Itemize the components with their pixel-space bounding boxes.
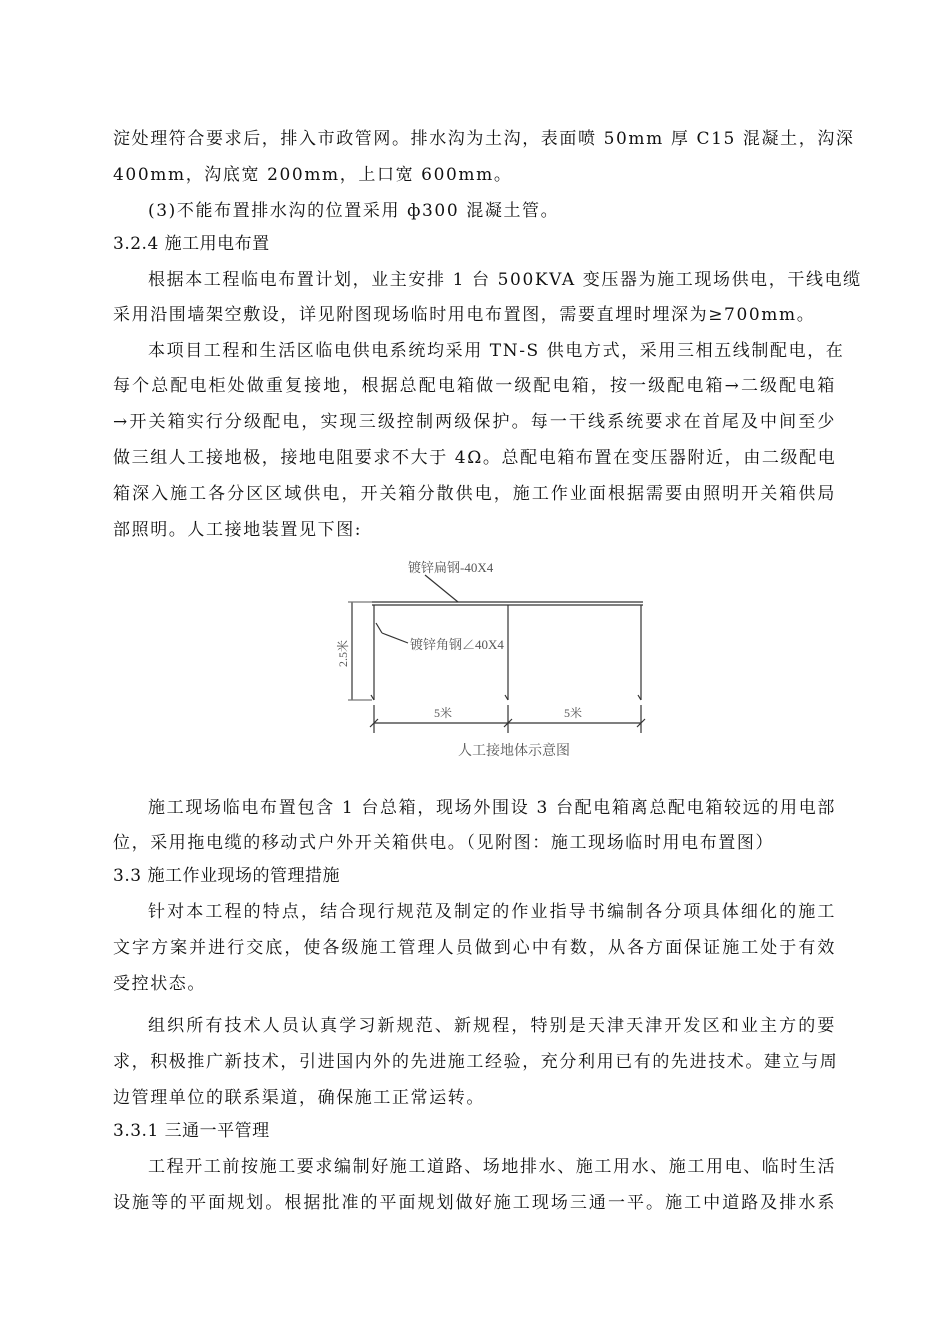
angle-steel-label: 镀锌角钢∠40X4	[410, 637, 504, 652]
text-line: 工程开工前按施工要求编制好施工道路、场地排水、施工用水、施工用电、临时生活	[148, 1157, 837, 1177]
text-line: 求，积极推广新技术，引进国内外的先进施工经验，充分利用已有的先进技术。建立与周	[113, 1052, 839, 1072]
text-line: 采用沿围墙架空敷设，详见附图现场临时用电布置图，需要直埋时埋深为≥700mm。	[113, 305, 816, 325]
text-line: →开关箱实行分级配电，实现三级控制两级保护。每一干线系统要求在首尾及中间至少	[113, 412, 836, 432]
text-line: 施工现场临电布置包含 1 台总箱，现场外围设 3 台配电箱离总配电箱较远的用电部	[148, 798, 836, 818]
text-line: 受控状态。	[113, 974, 206, 994]
text-line: 组织所有技术人员认真学习新规范、新规程，特别是天津天津开发区和业主方的要	[148, 1016, 836, 1036]
text-line: 做三组人工接地极，接地电阻要求不大于 4Ω。总配电箱布置在变压器附近，由二级配电	[113, 448, 837, 468]
figure-caption: 人工接地体示意图	[458, 744, 570, 759]
text-line: 箱深入施工各分区区域供电，开关箱分散供电，施工作业面根据需要由照明开关箱供局	[113, 484, 836, 504]
text-line: 根据本工程临电布置计划，业主安排 1 台 500KVA 变压器为施工现场供电，干线电缆	[148, 270, 862, 290]
text-line: 设施等的平面规划。根据批准的平面规划做好施工现场三通一平。施工中道路及排水系	[113, 1193, 836, 1213]
text-line: (3)不能布置排水沟的位置采用 ф300 混凝土管。	[148, 201, 560, 221]
text-line: 文字方案并进行交底，使各级施工管理人员做到心中有数，从各方面保证施工处于有效	[113, 938, 836, 958]
text-line: 400mm，沟底宽 200mm，上口宽 600mm。	[113, 165, 513, 185]
text-line: 位，采用拖电缆的移动式户外开关箱供电。（见附图：施工现场临时用电布置图）	[113, 833, 775, 853]
text-line: 本项目工程和生活区临电供电系统均采用 TN-S 供电方式，采用三相五线制配电，在	[148, 341, 845, 361]
section-heading: 3.2.4 施工用电布置	[113, 234, 270, 254]
span-right-label: 5米	[564, 706, 583, 720]
span-left-label: 5米	[434, 706, 453, 720]
text-line: 淀处理符合要求后，排入市政管网。排水沟为土沟，表面喷 50mm 厚 C15 混凝土，沟深	[113, 129, 855, 149]
text-line: 每个总配电柜处做重复接地，根据总配电箱做一级配电箱，按一级配电箱→二级配电箱	[113, 376, 836, 396]
flat-steel-label: 镀锌扁钢-40X4	[408, 560, 494, 575]
text-line: 边管理单位的联系渠道，确保施工正常运转。	[113, 1088, 485, 1108]
section-heading: 3.3.1 三通一平管理	[113, 1121, 270, 1141]
section-heading: 3.3 施工作业现场的管理措施	[113, 866, 340, 886]
text-line: 部照明。人工接地装置见下图:	[113, 520, 363, 540]
grounding-diagram	[330, 555, 660, 770]
depth-label: 2.5米	[336, 639, 350, 667]
text-line: 针对本工程的特点，结合现行规范及制定的作业指导书编制各分项具体细化的施工	[148, 902, 836, 922]
